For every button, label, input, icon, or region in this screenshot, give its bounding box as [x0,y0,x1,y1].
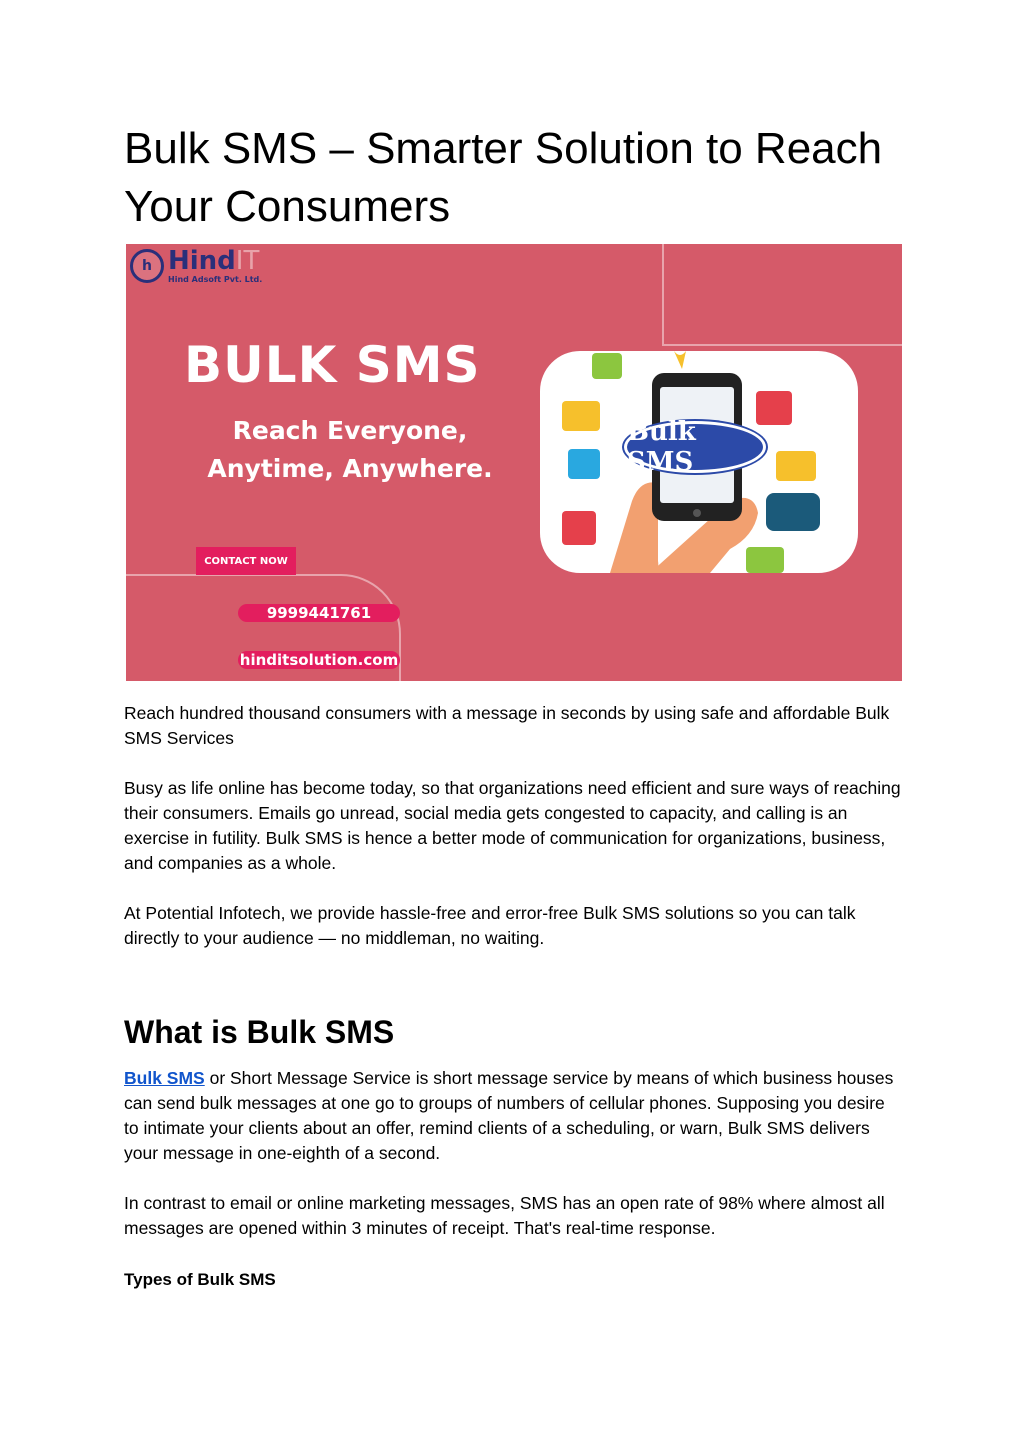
intro-paragraph: Reach hundred thousand consumers with a message in seconds by using safe and affordable Bulk SMS Services [124,703,890,748]
banner-phone: 9999441761 [238,604,400,622]
hindit-logo [130,248,262,284]
bulk-sms-banner-image [126,244,902,681]
page-title: Bulk SMS – Smarter Solution to Reach Your Consumers [124,124,883,231]
logo-mark-icon: h [130,249,164,283]
banner-divider-horizontal [662,344,902,346]
section-paragraph-1: Bulk SMS or Short Message Service is short message service by means of which business houses can send bulk messages at one go to groups of numbers of cellular phones. Supposing you desire to intimate your clients about an offer, remind clients of a scheduling, or warn, Bulk SMS delivers your message in one-eighth of a second. [124,1068,894,1163]
bulk-sms-link[interactable]: Bulk SMS [124,1068,205,1088]
body-paragraph-1: Busy as life online has become today, so that organizations need efficient and sure ways of reaching their consumers. Emails go unread, social media gets congested to capacity, and calling is an exercise in futility. Bulk SMS is hence a better mode of communication for organizations, business, and companies as a whole. [124,778,901,873]
banner-tagline: Reach Everyone, Anytime, Anywhere. [207,416,493,483]
banner-website: hinditsolution.com [239,651,399,669]
banner-divider-vertical [662,244,664,344]
logo-name: HindIT [168,246,260,276]
logo-company: Hind Adsoft Pvt. Ltd. [168,275,263,284]
phone-illustration [540,351,858,573]
section-heading: What is Bulk SMS [124,1014,395,1050]
contact-now-button: CONTACT NOW [196,547,296,575]
body-paragraph-2: At Potential Infotech, we provide hassle-free and error-free Bulk SMS solutions so you can talk directly to your audience — no middleman, no waiting. [124,903,856,948]
bulk-sms-badge: Bulk SMS [624,421,766,473]
banner-headline: BULK SMS [184,336,481,394]
types-heading: Types of Bulk SMS [124,1270,276,1289]
section-paragraph-2: In contrast to email or online marketing messages, SMS has an open rate of 98% where almost all messages are opened within 3 minutes of receipt. That's real-time response. [124,1193,885,1238]
